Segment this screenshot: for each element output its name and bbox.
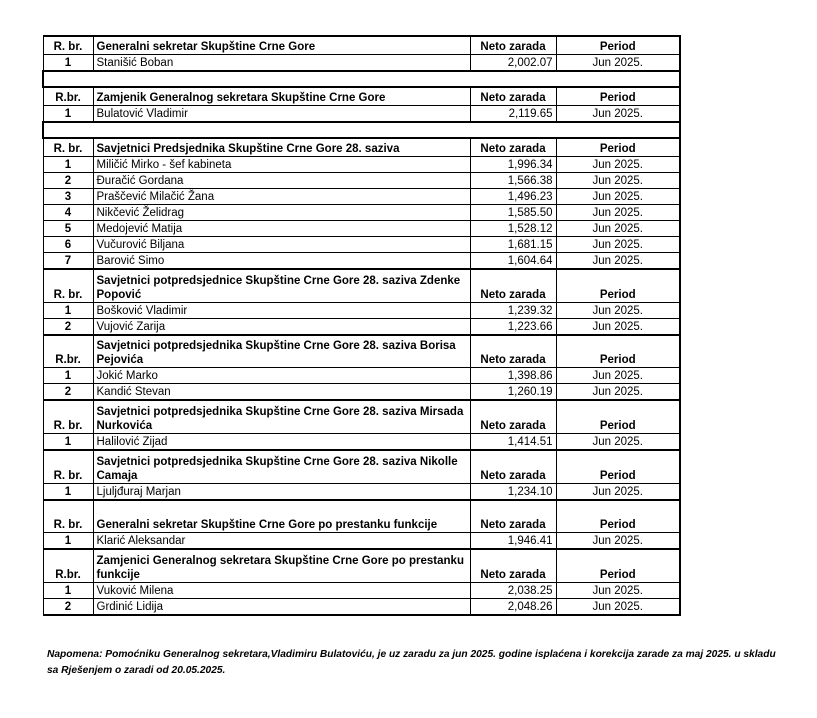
- employee-name: Đuračić Gordana: [93, 173, 470, 189]
- employee-name: Grdinić Lidija: [93, 599, 470, 616]
- group-title: Zamjenici Generalnog sekretara Skupštine Crne Gore po prestanku funkcije: [93, 549, 470, 583]
- row-number: 2: [43, 599, 93, 616]
- net-salary: 1,528.12: [470, 221, 556, 237]
- period: Jun 2025.: [556, 55, 680, 72]
- rbr-header: R. br.: [43, 500, 93, 533]
- neto-header: Neto zarada: [470, 549, 556, 583]
- net-salary: 1,239.32: [470, 303, 556, 319]
- period: Jun 2025.: [556, 189, 680, 205]
- period: Jun 2025.: [556, 253, 680, 270]
- net-salary: 1,414.51: [470, 434, 556, 451]
- net-salary: 2,119.65: [470, 106, 556, 123]
- table-row: [43, 55, 680, 72]
- period-header: Period: [556, 450, 680, 484]
- row-number: 1: [43, 533, 93, 550]
- table-row: [43, 189, 680, 205]
- net-salary: 1,496.23: [470, 189, 556, 205]
- period: Jun 2025.: [556, 205, 680, 221]
- period-header: Period: [556, 335, 680, 368]
- period: Jun 2025.: [556, 368, 680, 384]
- period: Jun 2025.: [556, 583, 680, 599]
- rbr-header: R.br.: [43, 87, 93, 106]
- period: Jun 2025.: [556, 106, 680, 123]
- period: Jun 2025.: [556, 533, 680, 550]
- employee-name: Nikčević Želidrag: [93, 205, 470, 221]
- neto-header: Neto zarada: [470, 450, 556, 484]
- net-salary: 1,681.15: [470, 237, 556, 253]
- row-number: 1: [43, 157, 93, 173]
- table-row: [43, 583, 680, 599]
- period: Jun 2025.: [556, 434, 680, 451]
- table-row: [43, 484, 680, 501]
- net-salary: 1,585.50: [470, 205, 556, 221]
- neto-header: Neto zarada: [470, 36, 556, 55]
- net-salary: 1,996.34: [470, 157, 556, 173]
- net-salary: 1,604.64: [470, 253, 556, 270]
- row-number: 4: [43, 205, 93, 221]
- group-header-row: [43, 36, 680, 55]
- rbr-header: R. br.: [43, 138, 93, 157]
- period: Jun 2025.: [556, 319, 680, 336]
- period: Jun 2025.: [556, 599, 680, 616]
- employee-name: Jokić Marko: [93, 368, 470, 384]
- table-row: [43, 157, 680, 173]
- group-header-row: [43, 549, 680, 583]
- neto-header: Neto zarada: [470, 269, 556, 303]
- group-title: Zamjenik Generalnog sekretara Skupštine Crne Gore: [93, 87, 470, 106]
- salary-table-sheet: [42, 35, 679, 616]
- group-header-row: [43, 500, 680, 533]
- employee-name: Klarić Aleksandar: [93, 533, 470, 550]
- row-number: 5: [43, 221, 93, 237]
- employee-name: Stanišić Boban: [93, 55, 470, 72]
- row-number: 2: [43, 173, 93, 189]
- spacer-row: [43, 122, 680, 138]
- net-salary: 1,566.38: [470, 173, 556, 189]
- row-number: 2: [43, 384, 93, 401]
- rbr-header: R. br.: [43, 269, 93, 303]
- row-number: 1: [43, 55, 93, 72]
- group-header-row: [43, 138, 680, 157]
- row-number: 2: [43, 319, 93, 336]
- employee-name: Vučurović Biljana: [93, 237, 470, 253]
- group-title: Savjetnici potpredsjednice Skupštine Crne Gore 28. saziva Zdenke Popović: [93, 269, 470, 303]
- rbr-header: R.br.: [43, 549, 93, 583]
- table-row: [43, 533, 680, 550]
- neto-header: Neto zarada: [470, 335, 556, 368]
- net-salary: 1,234.10: [470, 484, 556, 501]
- group-header-row: [43, 269, 680, 303]
- employee-name: Praščević Milačić Žana: [93, 189, 470, 205]
- neto-header: Neto zarada: [470, 87, 556, 106]
- employee-name: Halilović Zijad: [93, 434, 470, 451]
- table-row: [43, 221, 680, 237]
- employee-name: Kandić Stevan: [93, 384, 470, 401]
- period-header: Period: [556, 138, 680, 157]
- net-salary: 2,038.25: [470, 583, 556, 599]
- employee-name: Ljuljđuraj Marjan: [93, 484, 470, 501]
- group-header-row: [43, 87, 680, 106]
- group-header-row: [43, 450, 680, 484]
- employee-name: Barović Simo: [93, 253, 470, 270]
- row-number: 1: [43, 434, 93, 451]
- employee-name: Bulatović Vladimir: [93, 106, 470, 123]
- group-header-row: [43, 335, 680, 368]
- employee-name: Vujović Zarija: [93, 319, 470, 336]
- period: Jun 2025.: [556, 237, 680, 253]
- row-number: 3: [43, 189, 93, 205]
- period: Jun 2025.: [556, 221, 680, 237]
- row-number: 1: [43, 484, 93, 501]
- rbr-header: R.br.: [43, 335, 93, 368]
- period: Jun 2025.: [556, 484, 680, 501]
- row-number: 1: [43, 106, 93, 123]
- period-header: Period: [556, 400, 680, 434]
- group-title: Generalni sekretar Skupštine Crne Gore po prestanku funkcije: [93, 500, 470, 533]
- employee-name: Miličić Mirko - šef kabineta: [93, 157, 470, 173]
- rbr-header: R. br.: [43, 450, 93, 484]
- salary-table: [42, 35, 681, 616]
- period: Jun 2025.: [556, 173, 680, 189]
- table-row: [43, 434, 680, 451]
- table-row: [43, 303, 680, 319]
- net-salary: 2,048.26: [470, 599, 556, 616]
- neto-header: Neto zarada: [470, 138, 556, 157]
- net-salary: 1,260.19: [470, 384, 556, 401]
- table-row: [43, 384, 680, 401]
- table-row: [43, 205, 680, 221]
- rbr-header: R. br.: [43, 400, 93, 434]
- row-number: 1: [43, 303, 93, 319]
- period-header: Period: [556, 36, 680, 55]
- spacer-row: [43, 71, 680, 87]
- group-title: Savjetnici Predsjednika Skupštine Crne Gore 28. saziva: [93, 138, 470, 157]
- period: Jun 2025.: [556, 157, 680, 173]
- table-row: [43, 173, 680, 189]
- salary-table-body: [43, 36, 680, 615]
- period-header: Period: [556, 87, 680, 106]
- rbr-header: R. br.: [43, 36, 93, 55]
- group-title: Generalni sekretar Skupštine Crne Gore: [93, 36, 470, 55]
- group-title: Savjetnici potpredsjednika Skupštine Crne Gore 28. saziva Nikolle Camaja: [93, 450, 470, 484]
- table-row: [43, 106, 680, 123]
- table-row: [43, 599, 680, 616]
- table-row: [43, 253, 680, 270]
- net-salary: 2,002.07: [470, 55, 556, 72]
- footnote: Napomena: Pomoćniku Generalnog sekretara,Vladimiru Bulatoviću, je uz zaradu za jun 2025. godine isplaćena i korekcija zarade za maj 2025. u skladu sa Rješenjem o zaradi od 20.05.2025.: [47, 649, 776, 676]
- neto-header: Neto zarada: [470, 400, 556, 434]
- row-number: 6: [43, 237, 93, 253]
- employee-name: Bošković Vladimir: [93, 303, 470, 319]
- employee-name: Vuković Milena: [93, 583, 470, 599]
- row-number: 1: [43, 368, 93, 384]
- group-title: Savjetnici potpredsjednika Skupštine Crne Gore 28. saziva Mirsada Nurkovića: [93, 400, 470, 434]
- period-header: Period: [556, 269, 680, 303]
- period: Jun 2025.: [556, 384, 680, 401]
- period-header: Period: [556, 549, 680, 583]
- period: Jun 2025.: [556, 303, 680, 319]
- table-row: [43, 319, 680, 336]
- net-salary: 1,223.66: [470, 319, 556, 336]
- employee-name: Medojević Matija: [93, 221, 470, 237]
- table-row: [43, 237, 680, 253]
- group-header-row: [43, 400, 680, 434]
- net-salary: 1,398.86: [470, 368, 556, 384]
- row-number: 1: [43, 583, 93, 599]
- table-row: [43, 368, 680, 384]
- net-salary: 1,946.41: [470, 533, 556, 550]
- period-header: Period: [556, 500, 680, 533]
- group-title: Savjetnici potpredsjednika Skupštine Crne Gore 28. saziva Borisa Pejovića: [93, 335, 470, 368]
- neto-header: Neto zarada: [470, 500, 556, 533]
- row-number: 7: [43, 253, 93, 270]
